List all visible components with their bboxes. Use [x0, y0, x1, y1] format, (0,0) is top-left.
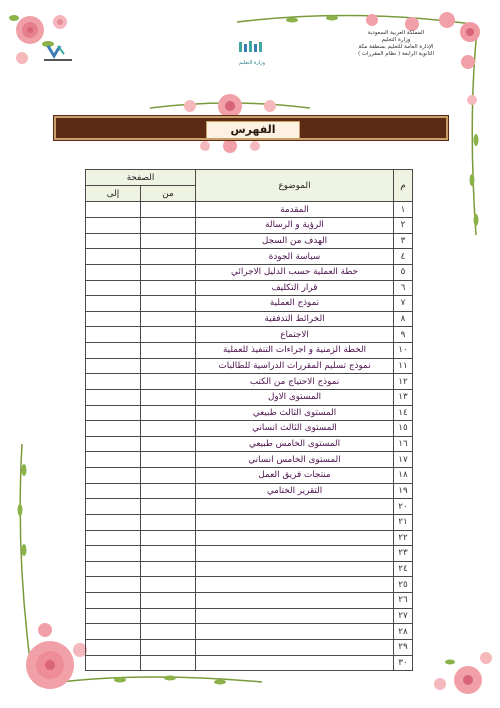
row-number: ٢٣	[394, 546, 413, 562]
row-number: ٢٥	[394, 577, 413, 593]
vision-logo	[42, 42, 74, 66]
row-page-to	[86, 483, 141, 499]
row-page-from	[141, 593, 196, 609]
row-number: ٢٤	[394, 561, 413, 577]
table-row	[86, 327, 413, 343]
row-page-to	[86, 264, 141, 280]
table-row	[86, 264, 413, 280]
row-page-to	[86, 233, 141, 249]
row-number: ١٠	[394, 343, 413, 359]
org-line-directorate: الإدارة العامة للتعليم بمنطقة مكة	[358, 44, 434, 50]
table-row	[86, 249, 413, 265]
row-page-to	[86, 577, 141, 593]
row-number: ١٢	[394, 374, 413, 390]
row-page-from	[141, 577, 196, 593]
row-topic: الرؤية و الرسالة	[196, 218, 394, 234]
row-page-from	[141, 655, 196, 671]
row-page-from	[141, 421, 196, 437]
table-row	[86, 468, 413, 484]
table-row	[86, 436, 413, 452]
row-page-to	[86, 561, 141, 577]
table-row	[86, 530, 413, 546]
table-row	[86, 499, 413, 515]
row-topic: الهدف من السجل	[196, 233, 394, 249]
row-number: ٢٢	[394, 530, 413, 546]
table-row	[86, 218, 413, 234]
table-row	[86, 296, 413, 312]
table-body	[86, 202, 413, 671]
row-number: ٥	[394, 264, 413, 280]
table-row	[86, 452, 413, 468]
row-topic	[196, 608, 394, 624]
table-row	[86, 608, 413, 624]
org-line-country: المملكة العربية السعودية	[367, 30, 425, 36]
row-number: ٢٨	[394, 624, 413, 640]
row-topic: المستوى الثالث انساني	[196, 421, 394, 437]
row-page-to	[86, 374, 141, 390]
row-page-from	[141, 218, 196, 234]
row-number: ١١	[394, 358, 413, 374]
row-topic: المستوى الخامس طبيعي	[196, 436, 394, 452]
row-page-from	[141, 530, 196, 546]
row-page-from	[141, 374, 196, 390]
row-page-from	[141, 405, 196, 421]
row-number: ٢٦	[394, 593, 413, 609]
row-topic: الاجتماع	[196, 327, 394, 343]
row-topic	[196, 655, 394, 671]
row-number: ٢١	[394, 514, 413, 530]
table-header-row	[86, 170, 413, 186]
row-number: ١٧	[394, 452, 413, 468]
row-page-to	[86, 624, 141, 640]
row-topic: المستوى الاول	[196, 389, 394, 405]
row-page-to	[86, 546, 141, 562]
table-row	[86, 639, 413, 655]
row-number: ١٩	[394, 483, 413, 499]
row-topic: المقدمة	[196, 202, 394, 218]
row-page-to	[86, 436, 141, 452]
row-number: ٤	[394, 249, 413, 265]
row-page-to	[86, 249, 141, 265]
row-page-from	[141, 436, 196, 452]
row-page-to	[86, 296, 141, 312]
row-topic	[196, 593, 394, 609]
row-topic: نموذج العملية	[196, 296, 394, 312]
organization-header	[326, 30, 466, 58]
row-topic: سياسة الجودة	[196, 249, 394, 265]
row-page-from	[141, 389, 196, 405]
row-topic	[196, 530, 394, 546]
row-page-to	[86, 421, 141, 437]
row-page-to	[86, 343, 141, 359]
row-topic: المستوى الخامس انساني	[196, 452, 394, 468]
row-topic	[196, 514, 394, 530]
table-row	[86, 311, 413, 327]
row-page-to	[86, 327, 141, 343]
row-page-from	[141, 483, 196, 499]
row-page-to	[86, 499, 141, 515]
row-topic	[196, 624, 394, 640]
row-page-from	[141, 264, 196, 280]
table-row	[86, 655, 413, 671]
row-number: ٢٩	[394, 639, 413, 655]
row-topic: خطة العملية حسب الدليل الاجرائي	[196, 264, 394, 280]
table-row	[86, 514, 413, 530]
row-number: ٣	[394, 233, 413, 249]
row-number: ١٤	[394, 405, 413, 421]
row-page-from	[141, 327, 196, 343]
table-row	[86, 202, 413, 218]
row-page-from	[141, 358, 196, 374]
table-row	[86, 483, 413, 499]
row-topic: قرار التكليف	[196, 280, 394, 296]
row-page-to	[86, 202, 141, 218]
row-number: ١٣	[394, 389, 413, 405]
row-number: ١٨	[394, 468, 413, 484]
row-topic: التقرير الختامي	[196, 483, 394, 499]
col-from-header: من	[141, 186, 196, 202]
row-page-from	[141, 311, 196, 327]
rose-vine-bottom-right-decoration	[420, 640, 500, 708]
row-topic: منتجات فريق العمل	[196, 468, 394, 484]
row-page-to	[86, 655, 141, 671]
table-row	[86, 280, 413, 296]
row-number: ٦	[394, 280, 413, 296]
ministry-of-education-logo	[236, 40, 268, 64]
row-number: ٩	[394, 327, 413, 343]
row-topic	[196, 546, 394, 562]
table-row	[86, 624, 413, 640]
row-page-from	[141, 608, 196, 624]
table-row	[86, 421, 413, 437]
table-row	[86, 343, 413, 359]
index-table	[85, 169, 413, 671]
row-topic: الخرائط التدفقية	[196, 311, 394, 327]
row-topic	[196, 577, 394, 593]
table-row	[86, 561, 413, 577]
table-row	[86, 374, 413, 390]
row-page-from	[141, 546, 196, 562]
col-page-header: الصفحة	[86, 170, 196, 186]
table-row	[86, 577, 413, 593]
row-number: ٢	[394, 218, 413, 234]
row-page-to	[86, 593, 141, 609]
table-row	[86, 233, 413, 249]
row-page-from	[141, 514, 196, 530]
org-line-school: الثانوية الرابعة ( نظام المقررات )	[357, 51, 434, 57]
row-topic	[196, 499, 394, 515]
row-page-to	[86, 358, 141, 374]
moe-logo-icon	[236, 40, 268, 56]
row-page-to	[86, 405, 141, 421]
page-title: الفهرس	[206, 121, 300, 139]
row-page-from	[141, 202, 196, 218]
row-topic	[196, 561, 394, 577]
vision-logo-icon	[42, 42, 74, 64]
row-page-from	[141, 499, 196, 515]
org-line-ministry: وزارة التعليم	[381, 37, 411, 43]
row-page-to	[86, 280, 141, 296]
row-page-from	[141, 233, 196, 249]
row-page-to	[86, 218, 141, 234]
row-topic: نموذج تسليم المقررات الدراسية للطالبات	[196, 358, 394, 374]
col-num-header: م	[394, 170, 413, 202]
row-page-to	[86, 452, 141, 468]
row-page-to	[86, 311, 141, 327]
row-page-to	[86, 608, 141, 624]
row-page-from	[141, 280, 196, 296]
row-number: ٨	[394, 311, 413, 327]
row-page-to	[86, 530, 141, 546]
row-number: ٣٠	[394, 655, 413, 671]
row-page-from	[141, 452, 196, 468]
row-number: ٢٠	[394, 499, 413, 515]
row-topic: الخطة الزمنية و اجراءات التنفيذ للعملية	[196, 343, 394, 359]
table-row	[86, 546, 413, 562]
table-row	[86, 358, 413, 374]
row-topic: المستوى الثالث طبيعي	[196, 405, 394, 421]
row-topic: نموذج الاحتياج من الكتب	[196, 374, 394, 390]
row-page-to	[86, 639, 141, 655]
row-page-from	[141, 624, 196, 640]
table-row	[86, 593, 413, 609]
row-number: ٧	[394, 296, 413, 312]
moe-logo-text: وزارة التعليم	[238, 60, 266, 66]
row-page-from	[141, 561, 196, 577]
table-row	[86, 389, 413, 405]
row-number: ١	[394, 202, 413, 218]
row-page-from	[141, 468, 196, 484]
title-banner	[54, 116, 448, 140]
row-page-from	[141, 639, 196, 655]
row-page-from	[141, 296, 196, 312]
row-page-from	[141, 249, 196, 265]
row-number: ١٥	[394, 421, 413, 437]
row-page-from	[141, 343, 196, 359]
col-topic-header: الموضوع	[196, 170, 394, 202]
row-number: ٢٧	[394, 608, 413, 624]
table-row	[86, 405, 413, 421]
row-topic	[196, 639, 394, 655]
row-page-to	[86, 389, 141, 405]
row-number: ١٦	[394, 436, 413, 452]
col-to-header: إلى	[86, 186, 141, 202]
row-page-to	[86, 468, 141, 484]
row-page-to	[86, 514, 141, 530]
